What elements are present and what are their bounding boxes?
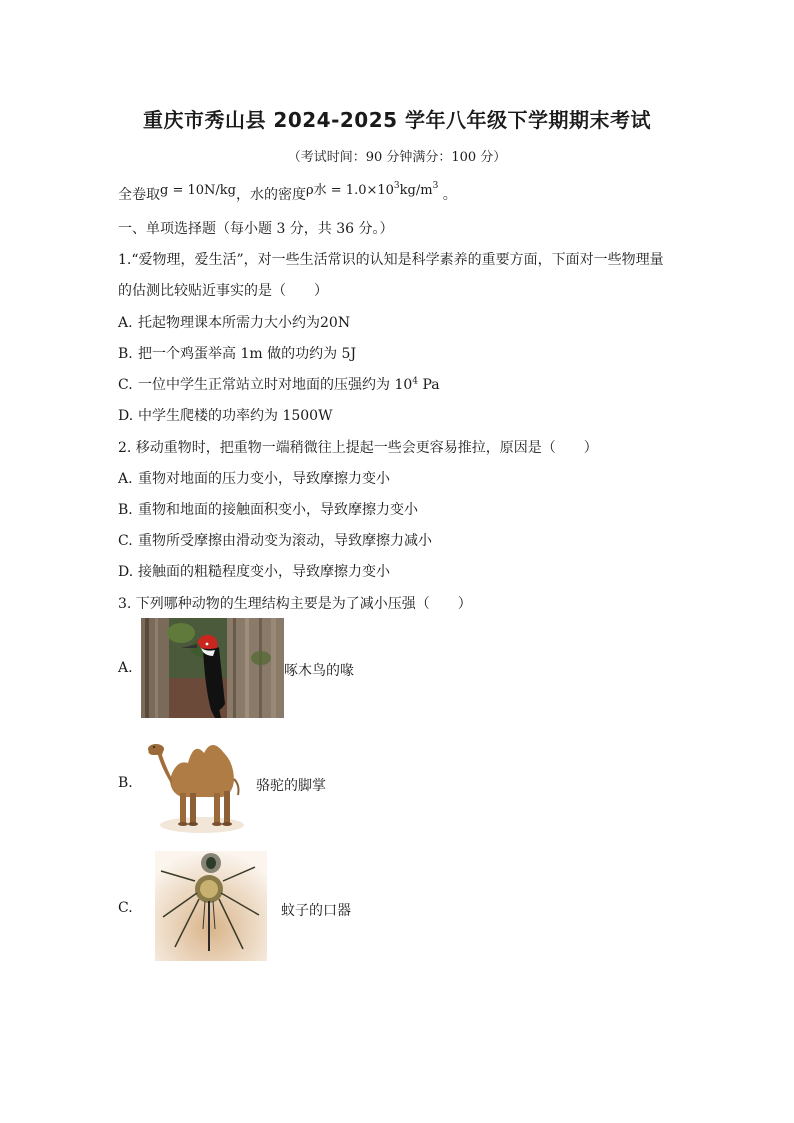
page-title: 重庆市秀山县 2024-2025 学年八年级下学期期末考试 (142, 108, 652, 132)
question-1-option-b[interactable] (118, 343, 356, 363)
density-unit: kg/m (399, 183, 433, 198)
camel-illustration (142, 729, 245, 835)
question-1-option-a[interactable] (118, 312, 350, 332)
option-text: 把一个鸡蛋举高 1m 做的功约为 5J (138, 346, 357, 362)
question-3-option-a-letter[interactable]: A. (118, 660, 133, 676)
question-2-option-d[interactable] (118, 561, 390, 581)
option-text: 重物所受摩擦由滑动变为滚动，导致摩擦力减小 (138, 533, 432, 549)
constants-suffix: 。 (438, 187, 457, 203)
option-text: 中学生爬楼的功率约为 1500W (138, 408, 333, 424)
gravity-constant: g = 10N/kg (160, 183, 236, 198)
woodpecker-illustration (141, 618, 284, 718)
question-3-option-c-text: 蚊子的口器 (281, 903, 351, 919)
section-heading: 一、单项选择题（每小题 3 分，共 36 分。） (118, 221, 394, 237)
question-2-stem: 2. 移动重物时，把重物一端稍微往上提起一些会更容易推拉，原因是（ ） (118, 440, 598, 456)
question-2-option-b[interactable] (118, 499, 418, 519)
woodpecker-image (141, 618, 284, 718)
option-letter: A. (118, 471, 133, 487)
question-3-option-c-letter[interactable]: C. (118, 900, 133, 916)
option-text: 托起物理课本所需力大小约为20N (138, 315, 351, 331)
question-3-option-b-letter[interactable]: B. (118, 775, 133, 791)
constants-mid: ，水的密度 (235, 187, 306, 203)
option-text: 重物和地面的接触面积变小，导致摩擦力变小 (138, 502, 418, 518)
exam-info: （考试时间：90 分钟满分：100 分） (287, 150, 507, 165)
water-density-value: = 1.0×10 (326, 183, 394, 198)
question-3-option-b-text: 骆驼的脚掌 (256, 778, 326, 794)
question-1-option-d[interactable] (118, 405, 332, 425)
option-letter: C. (118, 377, 133, 393)
option-letter: C. (118, 533, 133, 549)
question-1-option-c[interactable] (118, 374, 440, 394)
option-letter: B. (118, 346, 133, 362)
question-3-option-a-text: 啄木鸟的喙 (284, 663, 354, 679)
option-exponent: 4 (412, 376, 418, 387)
option-letter: A. (118, 315, 133, 331)
question-1-stem-line1: 1.“爱物理，爱生活”，对一些生活常识的认知是科学素养的重要方面，下面对一些物理量 (118, 252, 664, 268)
constants-prefix: 全卷取 (118, 187, 160, 203)
option-letter: B. (118, 502, 133, 518)
option-letter: D. (118, 408, 134, 424)
water-density-symbol: ρ水 (305, 183, 327, 198)
question-2-option-a[interactable] (118, 468, 390, 488)
density-exponent: 3 (393, 181, 400, 192)
option-text: 重物对地面的压力变小，导致摩擦力变小 (138, 471, 390, 487)
constants-line (118, 181, 457, 204)
density-unit-exponent: 3 (432, 181, 439, 192)
question-1-stem-line2: 的估测比较贴近事实的是（ ） (118, 283, 328, 299)
question-3-stem: 3. 下列哪种动物的生理结构主要是为了减小压强（ ） (118, 596, 472, 612)
question-2-option-c[interactable] (118, 530, 432, 550)
option-letter: D. (118, 564, 134, 580)
camel-image (142, 729, 245, 835)
option-unit: Pa (418, 377, 440, 393)
mosquito-image (155, 851, 267, 961)
mosquito-illustration (155, 851, 267, 961)
option-text: 一位中学生正常站立时对地面的压强约为 10 (138, 377, 413, 393)
option-text: 接触面的粗糙程度变小，导致摩擦力变小 (138, 564, 390, 580)
